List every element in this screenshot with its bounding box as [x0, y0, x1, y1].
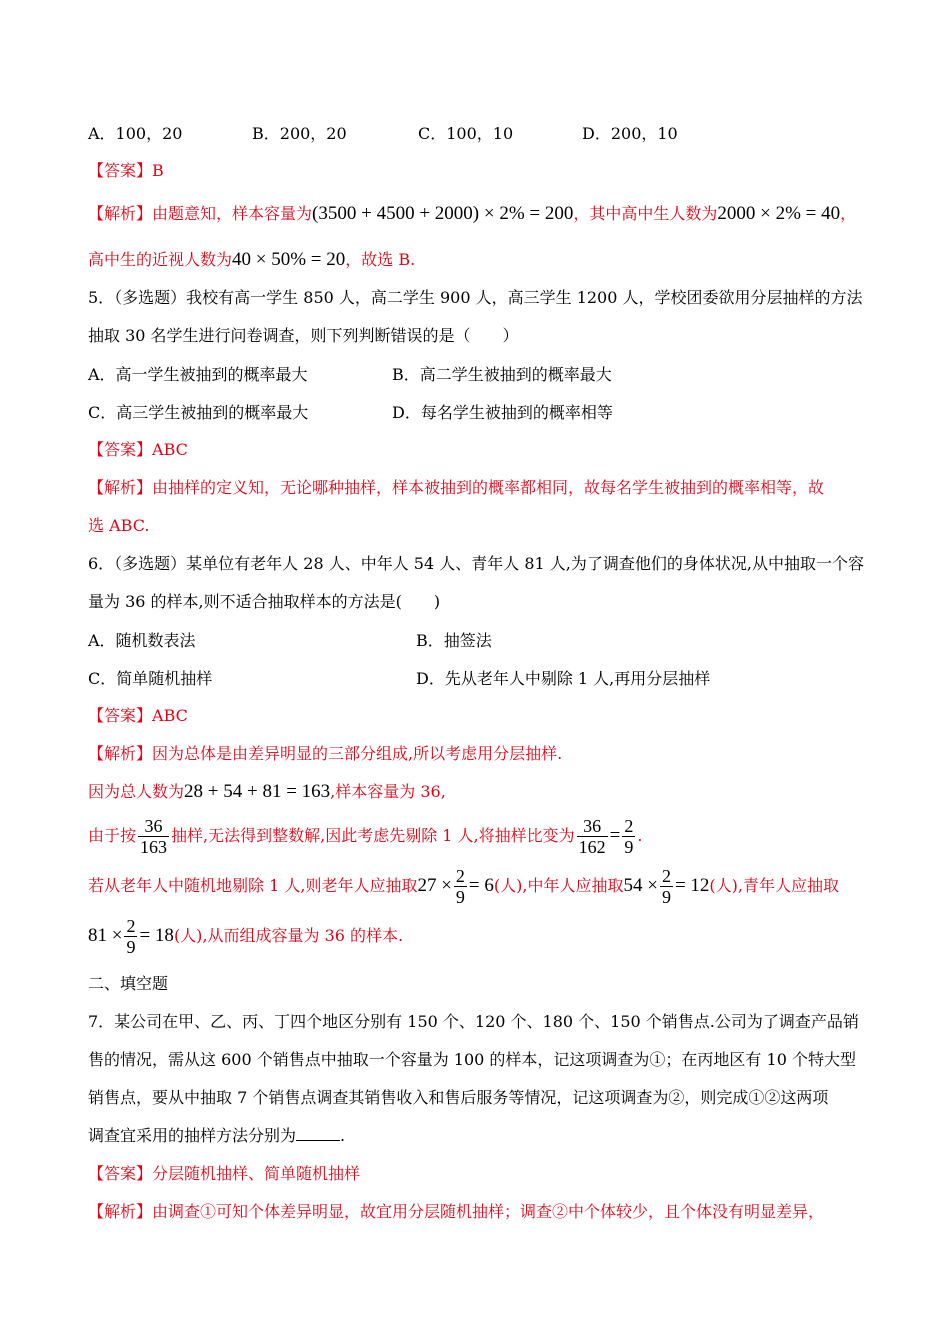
q7-stem-line4: [88, 1124, 890, 1148]
analysis-text: ，其中高中生人数为: [573, 204, 718, 223]
analysis-text: 抽样,无法得到整数解,因此考虑先剔除 1 人,将抽样比变为: [171, 826, 575, 845]
q7-analysis-line1: [88, 1200, 890, 1224]
analysis-text: ，: [840, 204, 857, 223]
analysis-text: 由题意知，样本容量为: [152, 204, 313, 223]
analysis-tag: 【解析】: [88, 478, 153, 497]
analysis-text: ，故选 B.: [345, 250, 416, 269]
unit-label: (人): [493, 876, 523, 895]
answer-tag: 【答案】: [88, 161, 153, 180]
fraction-numerator: 36: [577, 816, 608, 837]
stem-text: 调查宜采用的抽样方法分别为: [88, 1126, 297, 1145]
analysis-tag: 【解析】: [88, 204, 153, 223]
q4-answer: [88, 159, 890, 183]
analysis-text: 由于按: [88, 826, 137, 845]
q6-stem-line2: 量为 36 的样本,则不适合抽取样本的方法是( ): [88, 592, 441, 611]
fraction-denominator: 9: [624, 837, 634, 857]
stem-text: .: [340, 1126, 346, 1145]
answer-value: 分层随机抽样、简单随机抽样: [152, 1164, 361, 1183]
q6-answer: [88, 704, 890, 728]
fraction-denominator: 9: [455, 887, 465, 907]
q7-answer: [88, 1162, 890, 1186]
fraction-numerator: 2: [126, 916, 136, 936]
answer-value: ABC: [152, 706, 188, 725]
fraction-numerator: 2: [624, 816, 634, 836]
q4-option-a: A．100，20: [88, 124, 183, 143]
q5-option-b: B．高二学生被抽到的概率最大: [392, 365, 612, 384]
q4-option-c: C．100，10: [418, 124, 514, 143]
math-expression: 81 ×: [88, 925, 123, 946]
fraction-36-163: [138, 816, 169, 857]
unit-label: (人): [709, 876, 738, 895]
section-title: 二、填空题: [88, 974, 169, 993]
q6-analysis-line5: [88, 912, 890, 960]
q6-analysis-line2: [88, 780, 890, 804]
fraction-2-9: [124, 916, 137, 957]
q6-stem-line1: 6．（多选题）某单位有老年人 28 人、中年人 54 人、青年人 81 人,为了调查他们的身体状况,从中抽取一个容: [88, 554, 864, 573]
analysis-text: 若从老年人中随机地剔除 1 人,则老年人应抽取: [88, 876, 418, 895]
q6-option-c: C．简单随机抽样: [88, 669, 213, 688]
equals-sign: =: [609, 825, 621, 846]
q6-option-a: A．随机数表法: [88, 631, 196, 650]
analysis-text: 因为总人数为: [88, 782, 185, 801]
q4-analysis-line1: [88, 202, 890, 226]
unit-label: (人): [173, 926, 203, 945]
fraction-denominator: 162: [578, 837, 606, 857]
math-expression: = 12: [674, 875, 710, 896]
fraction-2-9: [622, 816, 635, 857]
q6-analysis-line3: [88, 812, 890, 860]
math-expression: 54 ×: [623, 875, 658, 896]
answer-value: ABC: [152, 440, 188, 459]
fraction-denominator: 163: [140, 837, 168, 857]
q5-stem-line2: 抽取 30 名学生进行问卷调查，则下列判断错误的是（ ）: [88, 326, 519, 345]
answer-value: B: [152, 161, 164, 180]
analysis-text: ,中年人应抽取: [522, 876, 624, 895]
fraction-36-162: [577, 816, 608, 857]
answer-blank[interactable]: [296, 1124, 340, 1141]
analysis-text: ,从而组成容量为 36 的样本.: [202, 926, 404, 945]
q5-option-a: A．高一学生被抽到的概率最大: [88, 365, 308, 384]
q5-option-d: D．每名学生被抽到的概率相等: [392, 403, 613, 422]
math-expression: = 6: [468, 875, 494, 896]
q4-option-d: D．200，10: [582, 124, 678, 143]
q6-analysis-line1: [88, 742, 890, 766]
q5-analysis-line1: [88, 476, 890, 500]
math-expression: 40 × 50% = 20: [232, 249, 346, 270]
math-expression: 28 + 54 + 81 = 163: [184, 781, 331, 802]
q6-option-b: B．抽签法: [416, 631, 492, 650]
q5-analysis-line2: 选 ABC.: [88, 516, 150, 535]
answer-tag: 【答案】: [88, 440, 153, 459]
analysis-text: 因为总体是由差异明显的三部分组成,所以考虑用分层抽样.: [152, 744, 563, 763]
q6-analysis-line4: [88, 862, 890, 910]
fraction-numerator: 36: [138, 816, 169, 837]
analysis-text: ,样本容量为 36,: [330, 782, 446, 801]
analysis-text: .: [637, 826, 643, 845]
q5-answer: [88, 438, 890, 462]
fraction-2-9: [454, 866, 467, 907]
analysis-text: 高中生的近视人数为: [88, 250, 233, 269]
analysis-tag: 【解析】: [88, 1202, 153, 1221]
q4-analysis-line2: [88, 248, 890, 272]
fraction-numerator: 2: [661, 866, 671, 886]
analysis-text: 由调查①可知个体差异明显，故宜用分层随机抽样；调查②中个体较少，且个体没有明显差异，: [152, 1202, 825, 1221]
q7-stem-line1: 7．某公司在甲、乙、丙、丁四个地区分别有 150 个、120 个、180 个、150 个销售点.公司为了调查产品销: [88, 1012, 859, 1031]
analysis-tag: 【解析】: [88, 744, 153, 763]
math-expression: 27 ×: [417, 875, 452, 896]
q5-stem-line1: 5．（多选题）我校有高一学生 850 人，高二学生 900 人，高三学生 1200 人，学校团委欲用分层抽样的方法: [88, 288, 863, 307]
fraction-denominator: 9: [126, 937, 136, 957]
fraction-denominator: 9: [661, 887, 671, 907]
q4-option-b: B．200，20: [252, 124, 347, 143]
answer-tag: 【答案】: [88, 706, 153, 725]
q7-stem-line2: 售的情况，需从这 600 个销售点中抽取一个容量为 100 的样本，记这项调查为①；在丙地区有 10 个特大型: [88, 1050, 856, 1069]
answer-tag: 【答案】: [88, 1164, 153, 1183]
q7-stem-line3: 销售点，要从中抽取 7 个销售点调查其销售收入和售后服务等情况，记这项调查为②，则完成①②这两项: [88, 1088, 829, 1107]
math-expression: (3500 + 4500 + 2000) × 2% = 200: [312, 203, 574, 224]
q6-option-d: D．先从老年人中剔除 1 人,再用分层抽样: [416, 669, 711, 688]
math-expression: = 18: [139, 925, 174, 946]
math-expression: 2000 × 2% = 40: [717, 203, 841, 224]
fraction-2-9: [660, 866, 673, 907]
fraction-numerator: 2: [455, 866, 465, 886]
q5-option-c: C．高三学生被抽到的概率最大: [88, 403, 309, 422]
analysis-text: ,青年人应抽取: [737, 876, 840, 895]
analysis-text: 由抽样的定义知，无论哪种抽样，样本被抽到的概率都相同，故每名学生被抽到的概率相等，故: [152, 478, 825, 497]
